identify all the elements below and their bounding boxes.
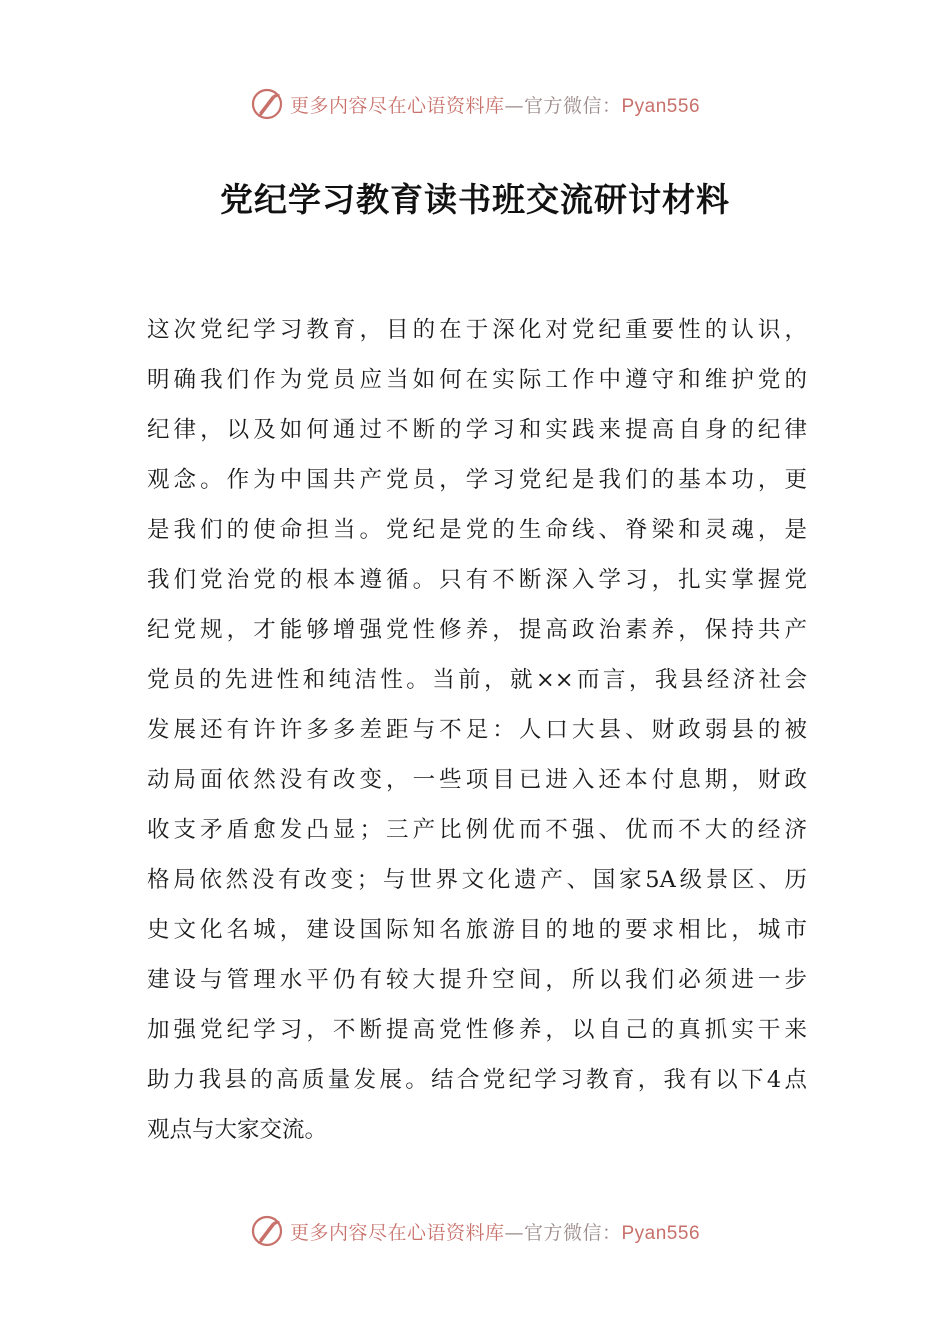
watermark-wechat-id: Pyan556	[621, 1222, 701, 1244]
quill-logo-icon	[250, 87, 284, 121]
watermark-wechat-id: Pyan556	[621, 95, 701, 117]
watermark-sub: 官方微信：	[523, 94, 622, 117]
body-line: 观念。作为中国共产党员，学习党纪是我们的基本功，更	[147, 467, 807, 493]
body-line: 发展还有许许多多差距与不足：人口大县、财政弱县的被	[147, 717, 807, 743]
body-line: 助力我县的高质量发展。结合党纪学习教育，我有以下4点	[147, 1067, 807, 1093]
body-line: 格局依然没有改变；与世界文化遗产、国家5A级景区、历	[147, 867, 807, 893]
header-watermark	[0, 84, 950, 124]
document-body	[147, 305, 807, 1155]
watermark-dash: —	[504, 1221, 524, 1244]
footer-watermark	[0, 1211, 950, 1251]
body-line: 动局面依然没有改变，一些项目已进入还本付息期，财政	[147, 767, 807, 793]
document-title: 党纪学习教育读书班交流研讨材料	[220, 180, 730, 219]
body-line: 纪律，以及如何通过不断的学习和实践来提高自身的纪律	[147, 417, 807, 443]
body-line: 党员的先进性和纯洁性。当前，就××而言，我县经济社会	[147, 667, 807, 693]
body-line: 加强党纪学习，不断提高党性修养，以自己的真抓实干来	[147, 1017, 807, 1043]
body-line: 收支矛盾愈发凸显；三产比例优而不强、优而不大的经济	[147, 817, 807, 843]
watermark-text	[290, 91, 700, 118]
watermark-main: 更多内容尽在心语资料库	[289, 1221, 505, 1244]
body-line: 纪党规，才能够增强党性修养，提高政治素养，保持共产	[147, 617, 807, 643]
watermark-main: 更多内容尽在心语资料库	[289, 94, 505, 117]
body-line: 这次党纪学习教育，目的在于深化对党纪重要性的认识，	[147, 317, 807, 343]
body-line: 观点与大家交流。	[147, 1117, 328, 1143]
body-line: 我们党治党的根本遵循。只有不断深入学习，扎实掌握党	[147, 567, 807, 593]
watermark-text	[290, 1218, 700, 1245]
quill-logo-icon	[250, 1214, 284, 1248]
body-line: 是我们的使命担当。党纪是党的生命线、脊梁和灵魂，是	[147, 517, 807, 543]
watermark-sub: 官方微信：	[523, 1221, 622, 1244]
watermark-dash: —	[504, 94, 524, 117]
body-line: 明确我们作为党员应当如何在实际工作中遵守和维护党的	[147, 367, 807, 393]
body-line: 史文化名城，建设国际知名旅游目的地的要求相比，城市	[147, 917, 807, 943]
body-line: 建设与管理水平仍有较大提升空间，所以我们必须进一步	[147, 967, 807, 993]
